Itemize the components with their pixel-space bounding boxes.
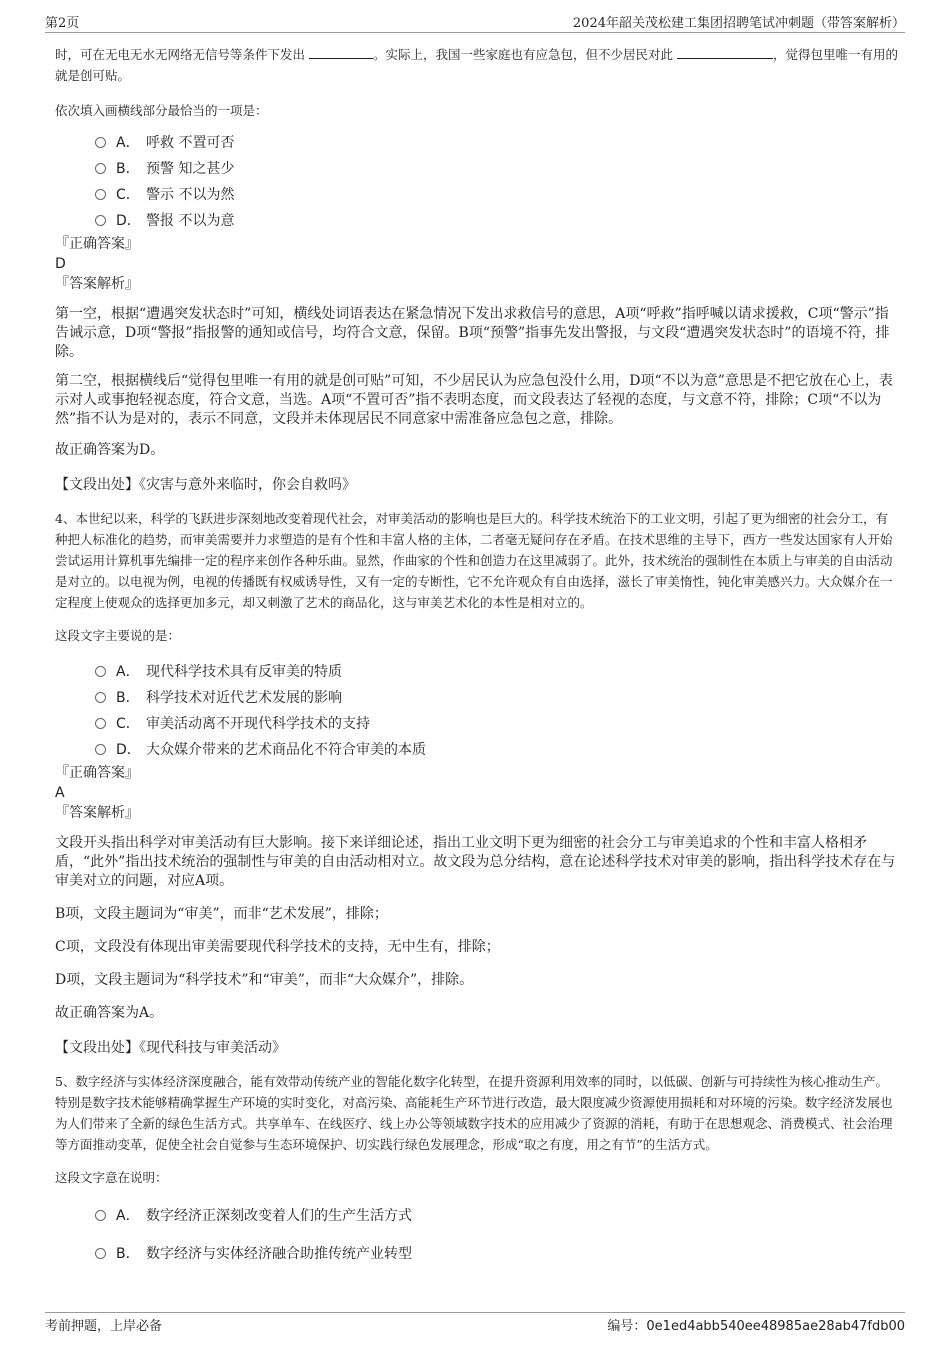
document-id: 编号：0e1ed4abb540ee48985ae28ab47fdb00 <box>607 1319 905 1334</box>
page-header <box>45 12 905 33</box>
q4-answer-label: 『正确答案』 <box>55 765 139 781</box>
document-body <box>55 40 900 1266</box>
q3-answer-label: 『正确答案』 <box>55 236 139 252</box>
footer-slogan: 考前押题，上岸必备 <box>45 1319 163 1334</box>
q3-analysis-1: 第一空，根据“遭遇突发状态时”可知，横线处词语表达在紧急情况下发出求救信号的意思，A项“呼救”指呼喊以请求援救，C项“警示”指告诫示意，D项“警报”指报警的通知或信号，均符合文意，保留。B项“预警”指事先发出警报，与文段“遭遇突发状态时”的语境不符，排除。 <box>55 306 890 360</box>
radio-icon[interactable] <box>95 692 106 703</box>
q3-option-b[interactable]: B． 预警 知之甚少 <box>95 155 900 181</box>
q4-analysis-4: D项，文段主题词为“科学技术”和“审美”，而非“大众媒介”，排除。 <box>55 972 474 988</box>
q4-option-d[interactable]: D． 大众媒介带来的艺术商品化不符合审美的本质 <box>95 736 900 762</box>
q3-answer: D <box>55 256 66 272</box>
document-title: 2024年韶关茂松建工集团招聘笔试冲刺题（带答案解析） <box>572 16 905 31</box>
q3-option-a[interactable]: A． 呼救 不置可否 <box>95 129 900 155</box>
q4-option-a[interactable]: A． 现代科学技术具有反审美的特质 <box>95 658 900 684</box>
q4-prompt: 这段文字主要说的是： <box>55 628 181 643</box>
radio-icon[interactable] <box>95 137 106 148</box>
radio-icon[interactable] <box>95 744 106 755</box>
q4-source: 【文段出处】《现代科技与审美活动》 <box>55 1040 286 1056</box>
q3-text: 时，可在无电无水无网络无信号等条件下发出 。实际上，我国一些家庭也有应急包，但不少居民对此 ，觉得包里唯一有用的就是创可贴。 <box>55 47 899 83</box>
radio-icon[interactable] <box>95 666 106 677</box>
page-number: 第2页 <box>45 16 80 31</box>
q4-analysis-5: 故正确答案为A。 <box>55 1005 164 1021</box>
q3-source: 【文段出处】《灾害与意外来临时，你会自救吗》 <box>55 477 356 493</box>
blank-1 <box>309 46 373 59</box>
blank-2 <box>677 46 773 59</box>
q5-prompt: 这段文字意在说明： <box>55 1170 168 1185</box>
q3-analysis-3: 故正确答案为D。 <box>55 442 165 458</box>
radio-icon[interactable] <box>95 189 106 200</box>
q3-option-c[interactable]: C． 警示 不以为然 <box>95 181 900 207</box>
q3-analysis-2: 第二空，根据横线后“觉得包里唯一有用的就是创可贴”可知，不少居民认为应急包没什么用，D项“不以为意”意思是不把它放在心上，表示对人或事抱轻视态度，符合文意，当选。A项“不置可否”指不表明态度，而文段表达了轻视的态度，与文意不符，排除；C项“不以为然”指不认为是对的，表示不同意，文段并未体现居民不同意家中需准备应急包之意，排除。 <box>55 373 893 427</box>
q4-options <box>55 658 900 762</box>
q4-analysis-label: 『答案解析』 <box>55 805 139 821</box>
q4-analysis-2: B项，文段主题词为“审美”，而非“艺术发展”，排除； <box>55 906 388 922</box>
q3-options <box>55 129 900 233</box>
q5-option-b[interactable]: B． 数字经济与实体经济融合助推传统产业转型 <box>95 1240 900 1266</box>
page-footer <box>45 1312 905 1334</box>
radio-icon[interactable] <box>95 163 106 174</box>
q4-option-b[interactable]: B． 科学技术对近代艺术发展的影响 <box>95 684 900 710</box>
q5-text: 5、数字经济与实体经济深度融合，能有效带动传统产业的智能化数字化转型，在提升资源利用效率的同时，以低碳、创新与可持续性为核心推动生产。特别是数字技术能够精确掌握生产环境的实时变化，对高污染、高能耗生产环节进行改造，最大限度减少资源使用损耗和对环境的污染。数字经济发展也为人们带来了全新的绿色生活方式。共享单车、在线医疗、线上办公等领域数字技术的应用减少了资源的消耗，有助于在思想观念、消费模式、社会治理等方面推动变革，促使全社会自觉参与生态环境保护、切实践行绿色发展理念，形成“取之有度，用之有节”的生活方式。 <box>55 1074 893 1152</box>
q3-option-d[interactable]: D． 警报 不以为意 <box>95 207 900 233</box>
q5-option-a[interactable]: A． 数字经济正深刻改变着人们的生产生活方式 <box>95 1202 900 1228</box>
q3-prompt: 依次填入画横线部分最恰当的一项是： <box>55 103 268 118</box>
radio-icon[interactable] <box>95 1210 106 1221</box>
q4-answer: A <box>55 785 65 801</box>
radio-icon[interactable] <box>95 718 106 729</box>
q4-analysis-1: 文段开头指出科学对审美活动有巨大影响。接下来详细论述，指出工业文明下更为细密的社会分工与审美追求的个性和丰富人格相矛盾，“此外”指出技术统治的强制性与审美的自由活动相对立。故文段为总分结构，意在论述科学技术对审美的影响，指出科学技术存在与审美对立的问题，对应A项。 <box>55 835 896 889</box>
q4-analysis-3: C项，文段没有体现出审美需要现代科学技术的支持，无中生有，排除； <box>55 939 500 955</box>
radio-icon[interactable] <box>95 215 106 226</box>
q5-options <box>55 1202 900 1266</box>
q4-option-c[interactable]: C． 审美活动离不开现代科学技术的支持 <box>95 710 900 736</box>
q4-text: 4、本世纪以来，科学的飞跃进步深刻地改变着现代社会，对审美活动的影响也是巨大的。科学技术统治下的工业文明，引起了更为细密的社会分工，有种把人标准化的趋势，而审美需要并力求塑造的是有个性和丰富人格的主体，二者毫无疑问存在矛盾。在技术思维的主导下，西方一些发达国家有人开始尝试运用计算机事先编排一定的程序来创作各种乐曲。显然，作曲家的个性和创造力在这里减弱了。此外，技术统治的强制性在本质上与审美的自由活动是对立的。以电视为例，电视的传播既有权威诱导性，又有一定的专断性，它不允许观众有自由选择，滋长了审美惰性，钝化审美感兴力。大众媒介在一定程度上使观众的选择更加多元，却又刺激了艺术的商品化，这与审美艺术化的本性是相对立的。 <box>55 511 893 610</box>
radio-icon[interactable] <box>95 1248 106 1259</box>
q3-analysis-label: 『答案解析』 <box>55 276 139 292</box>
